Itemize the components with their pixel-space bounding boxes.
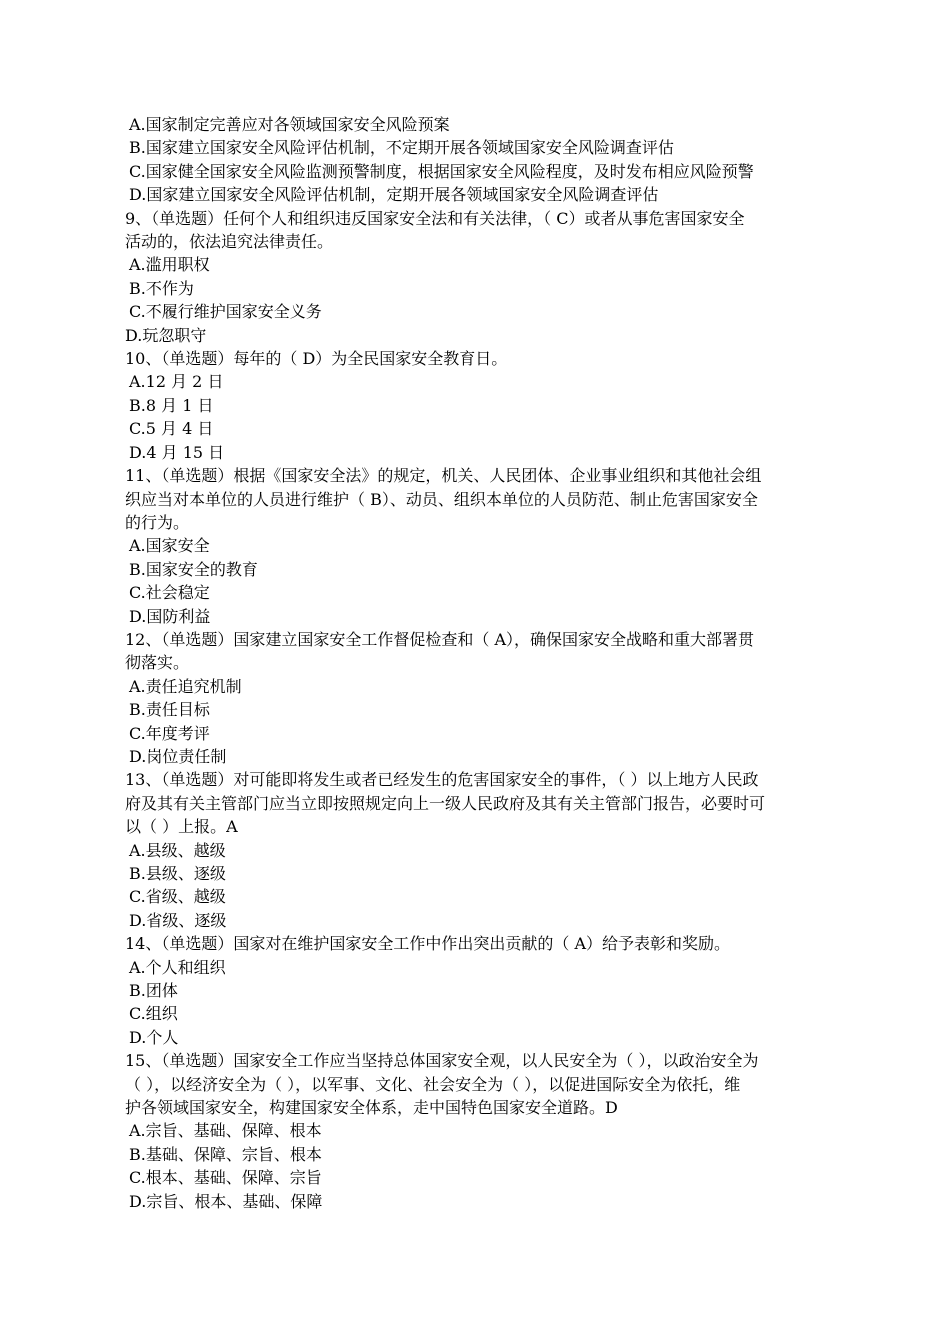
option-c: C.组织 (129, 1004, 178, 1024)
option-a: A.责任追究机制 (129, 676, 242, 696)
question-text-line: 11、（单选题）根据《国家安全法》的规定，机关、人民团体、企业事业组织和其他社会组 (125, 466, 762, 486)
option-b: B.责任目标 (129, 700, 210, 720)
question-text-line: 以（ ）上报。A (125, 817, 238, 837)
option-b: B.基础、保障、宗旨、根本 (129, 1144, 322, 1164)
option-b: B.8 月 1 日 (129, 395, 214, 415)
question-text-line: 彻落实。 (125, 653, 190, 673)
option-d: D.国防利益 (129, 606, 211, 626)
option-b: B.国家安全的教育 (129, 559, 258, 579)
option-d: D.4 月 15 日 (129, 442, 225, 462)
question-12 (125, 628, 835, 768)
option-c: C.社会稳定 (129, 583, 210, 603)
option-d: D.岗位责任制 (129, 746, 227, 766)
option-c: C.5 月 4 日 (129, 419, 214, 439)
option-d: D.个人 (129, 1027, 179, 1047)
option-a: A.12 月 2 日 (129, 372, 224, 392)
option-b: B.团体 (129, 981, 178, 1001)
option-d: D.省级、逐级 (129, 910, 227, 930)
option-c: C.不履行维护国家安全义务 (129, 302, 322, 322)
question-text-line: 织应当对本单位的人员进行维护（ B）、动员、组织本单位的人员防范、制止危害国家安全 (125, 489, 758, 509)
option-a: A.个人和组织 (129, 957, 226, 977)
option-a: A.国家制定完善应对各领域国家安全风险预案 (129, 115, 450, 134)
option-b: B.不作为 (129, 278, 194, 298)
option-b: B.县级、逐级 (129, 864, 226, 883)
option-a: A.国家安全 (129, 536, 210, 556)
question-text-line: （ ），以经济安全为（ ），以军事、文化、社会安全为（ ），以促进国际安全为依托，维 (125, 1074, 741, 1094)
question-15 (125, 1049, 835, 1213)
question-text-line: 13、（单选题）对可能即将发生或者已经发生的危害国家安全的事件，（ ）以上地方人民政 (125, 770, 759, 790)
question-13 (125, 768, 835, 932)
question-text-line: 府及其有关主管部门应当立即按照规定向上一级人民政府及其有关主管部门报告，必要时可 (125, 793, 766, 813)
option-c: C.年度考评 (129, 723, 210, 743)
question-14 (125, 932, 835, 1049)
question-10 (125, 347, 835, 464)
option-d: D.国家建立国家安全风险评估机制，定期开展各领域国家安全风险调查评估 (129, 185, 659, 205)
option-c: C.省级、越级 (129, 887, 226, 907)
question-text-line: 12、（单选题）国家建立国家安全工作督促检查和（ A），确保国家安全战略和重大部署贯 (125, 629, 755, 649)
document-page (125, 113, 835, 1213)
option-d: D.宗旨、根本、基础、保障 (129, 1191, 323, 1211)
option-d: D.玩忽职守 (125, 325, 207, 345)
option-a: A.县级、越级 (129, 840, 226, 860)
option-c: C.根本、基础、保障、宗旨 (129, 1168, 322, 1188)
question-text-line: 10、（单选题）每年的（ D）为全民国家安全教育日。 (125, 349, 508, 369)
question-11 (125, 464, 835, 628)
question-text-line: 9、（单选题）任何个人和组织违反国家安全法和有关法律，（ C）或者从事危害国家安全 (125, 208, 745, 228)
option-b: B.国家建立国家安全风险评估机制，不定期开展各领域国家安全风险调查评估 (129, 138, 674, 158)
question-text-line: 15、（单选题）国家安全工作应当坚持总体国家安全观，以人民安全为（ ），以政治安全为 (125, 1051, 759, 1071)
question-text-line: 活动的，依法追究法律责任。 (125, 232, 334, 252)
question-text-line: 14、（单选题）国家对在维护国家安全工作中作出突出贡献的（ A）给予表彰和奖励。 (125, 934, 731, 954)
option-c: C.国家健全国家安全风险监测预警制度，根据国家安全风险程度，及时发布相应风险预警 (129, 161, 754, 181)
option-a: A.滥用职权 (129, 255, 210, 275)
question-text-line: 护各领域国家安全，构建国家安全体系，走中国特色国家安全道路。D (125, 1098, 618, 1118)
question-8-options (125, 113, 835, 207)
question-text-line: 的行为。 (125, 512, 190, 532)
question-9 (125, 207, 835, 347)
option-a: A.宗旨、基础、保障、根本 (129, 1121, 322, 1141)
